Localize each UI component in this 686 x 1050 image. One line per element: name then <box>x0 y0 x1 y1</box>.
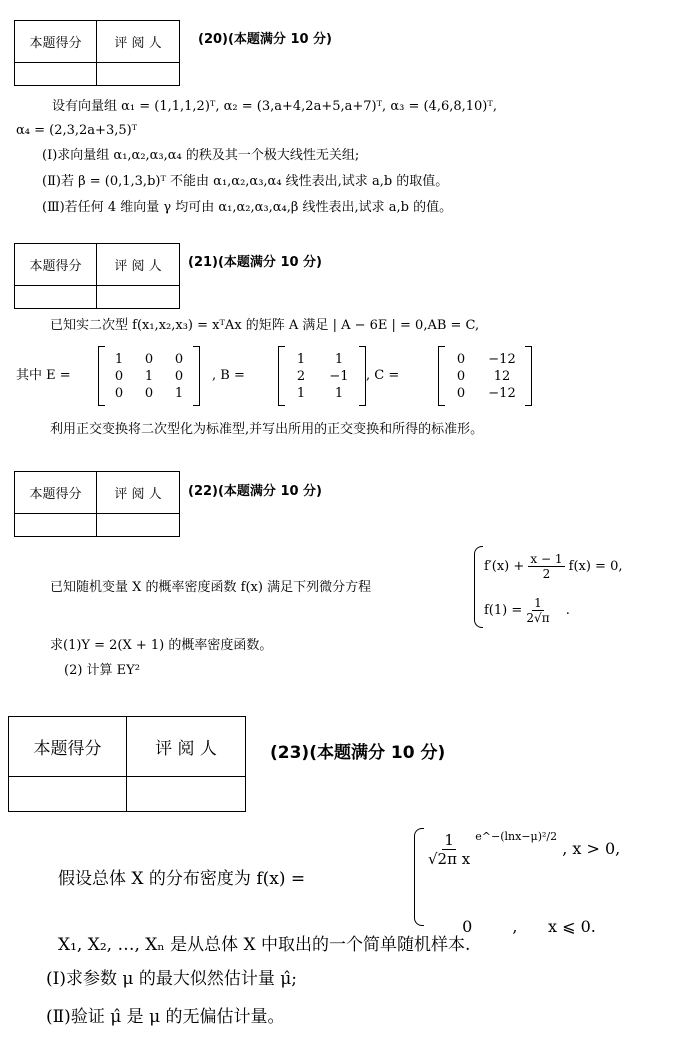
q21-where: 其中 E = <box>16 368 71 383</box>
score-cell <box>15 514 97 536</box>
q21-task: 利用正交变换将二次型化为标准型,并写出所用的正交变换和所得的标准形。 <box>50 422 484 437</box>
matrix-E: 1 0 0 0 1 0 0 0 1 <box>98 346 200 406</box>
q23-item1: (Ⅰ)求参数 μ 的最大似然估计量 μ̂; <box>46 969 298 989</box>
q20-item3: (Ⅲ)若任何 4 维向量 γ 均可由 α₁,α₂,α₃,α₄,β 线性表出,试求 a,b 的值。 <box>42 200 453 215</box>
q22-eq2: f(1) = $\frac{1}{2√\pi}$ . <box>484 596 570 625</box>
matrix-C: 0 −12 0 12 0 −12 <box>438 346 532 406</box>
q22-intro: 已知随机变量 X 的概率密度函数 f(x) 满足下列微分方程 <box>50 580 372 595</box>
matrix-B: 1 1 2 −1 1 1 <box>278 346 366 406</box>
q20-heading: (20)(本题满分 10 分) <box>198 32 332 47</box>
q22-task2: (2) 计算 EY² <box>64 663 140 678</box>
q22-eq1: f′(x) + $\frac{x - 1}{2}$ f(x) = 0, <box>484 552 623 581</box>
q23-heading: (23)(本题满分 10 分) <box>270 743 446 763</box>
q23-case1: $\frac{1}{\text{√2π x}}$ $^{e\^{}-(lnx-\mu)^2/2}$ , x > 0, <box>428 830 621 868</box>
score-box-q20 <box>14 20 180 86</box>
reviewer-label: 评 阅 人 <box>97 244 179 286</box>
reviewer-cell <box>127 777 245 811</box>
q21-b-label: , B = <box>212 368 245 383</box>
q23-item2: (Ⅱ)验证 μ̂ 是 μ 的无偏估计量。 <box>46 1007 285 1027</box>
score-label: 本题得分 <box>9 717 127 777</box>
q21-c-label: , C = <box>366 368 400 383</box>
score-cell <box>15 63 97 85</box>
reviewer-cell <box>97 514 179 536</box>
q20-item2: (Ⅱ)若 β = (0,1,3,b)ᵀ 不能由 α₁,α₂,α₃,α₄ 线性表出,试求 a,b 的取值。 <box>42 174 449 189</box>
reviewer-label: 评 阅 人 <box>97 21 179 63</box>
score-cell <box>15 286 97 308</box>
q20-item1: (Ⅰ)求向量组 α₁,α₂,α₃,α₄ 的秩及其一个极大线性无关组; <box>42 148 360 163</box>
reviewer-cell <box>97 286 179 308</box>
q22-task1: 求(1)Y = 2(X + 1) 的概率密度函数。 <box>50 638 273 653</box>
score-cell <box>9 777 127 811</box>
reviewer-label: 评 阅 人 <box>127 717 245 777</box>
q23-brace <box>414 828 424 926</box>
q20-line2: α₄ = (2,3,2a+3,5)ᵀ <box>16 123 138 138</box>
q22-heading: (22)(本题满分 10 分) <box>188 484 322 499</box>
score-box-q21 <box>14 243 180 309</box>
reviewer-cell <box>97 63 179 85</box>
q20-line1: 设有向量组 α₁ = (1,1,1,2)ᵀ, α₂ = (3,a+4,2a+5,a+7)ᵀ, α₃ = (4,6,8,10)ᵀ, <box>52 99 497 114</box>
q23-intro: 假设总体 X 的分布密度为 f(x) = <box>58 869 306 889</box>
q21-heading: (21)(本题满分 10 分) <box>188 255 322 270</box>
score-box-q23 <box>8 716 246 812</box>
score-label: 本题得分 <box>15 21 97 63</box>
score-label: 本题得分 <box>15 244 97 286</box>
reviewer-label: 评 阅 人 <box>97 472 179 514</box>
score-label: 本题得分 <box>15 472 97 514</box>
q23-case2: 0 , x ⩽ 0. <box>462 917 596 936</box>
q21-line1: 已知实二次型 f(x₁,x₂,x₃) = xᵀAx 的矩阵 A 满足 | A − 6E | = 0,AB = C, <box>50 318 480 333</box>
q22-brace <box>474 546 483 628</box>
q23-line2: X₁, X₂, …, Xₙ 是从总体 X 中取出的一个简单随机样本. <box>58 935 471 955</box>
score-box-q22 <box>14 471 180 537</box>
